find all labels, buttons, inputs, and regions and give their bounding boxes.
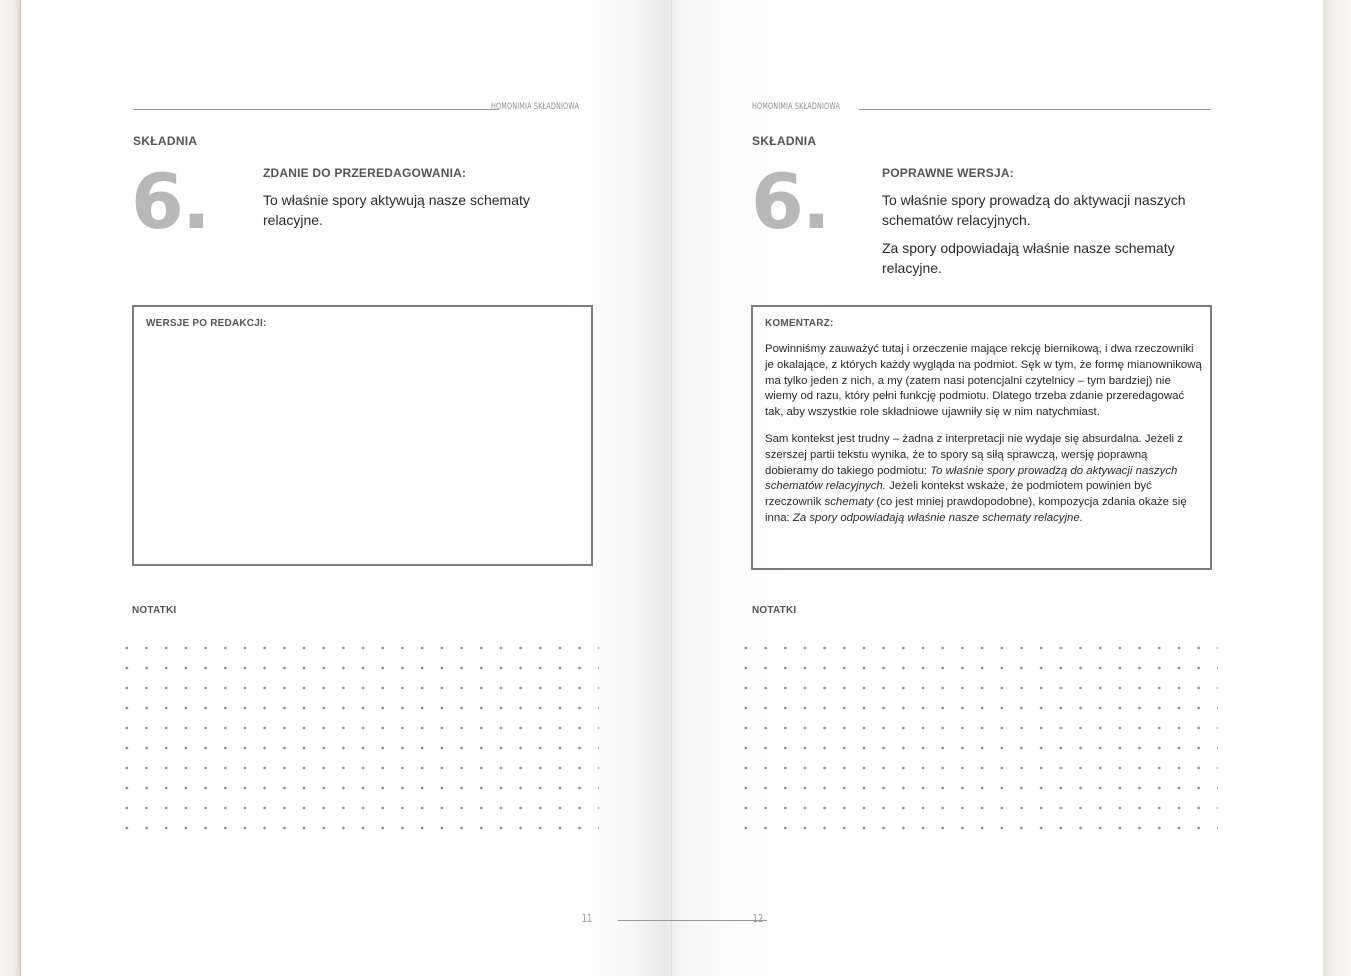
book-edge-right (1323, 0, 1351, 976)
comment-paragraph-1: Powinniśmy zauważyć tutaj i orzeczenie mające rekcję biernikową, i dwa rzeczowniki je okalające, z których każdy wygląda na podmiot. Sęk w tym, że formę mianownikową ma tylko jeden z nich, a my (zatem nasi potencjalni czytelnicy – tym bardziej) nie wiemy od razu, który pełni funkcję podmiotu. Dlatego trzeba zdanie przeredagować tak, aby wszystkie role składniowe ujawniły się w nim natychmiast. (765, 343, 1202, 419)
comment-box (751, 305, 1212, 570)
comment-p2-example-2: Za spory odpowiadają właśnie nasze schematy relacyjne. (792, 511, 1083, 524)
left-running-header: HOMONIMIA SKŁADNIOWA (491, 102, 580, 112)
book-spread (21, 0, 1323, 976)
left-page-number: 11 (581, 912, 593, 925)
right-running-header: HOMONIMIA SKŁADNIOWA (752, 102, 841, 112)
comment-p2-example-1: To właśnie spory prowadzą do aktywacji naszych schematów relacyjnych. (765, 464, 1178, 493)
comment-body (765, 342, 1202, 538)
answer-2: Za spory odpowiadają właśnie nasze schematy relacyjne. (882, 240, 1175, 276)
book-edge-left (0, 0, 21, 976)
answer-1: To właśnie spory prowadzą do aktywacji naszych schematów relacyjnych. (882, 192, 1186, 228)
edited-versions-box[interactable] (132, 305, 593, 566)
comment-p2-text-a: Sam kontekst jest trudny – żadna z interpretacji nie wydaje się absurdalna. Jeżeli z szerszej partii tekstu wynika, że to spory są siłą sprawczą, wersję poprawną dobieramy do takiego podmiotu: (765, 432, 1183, 477)
right-notes-label: NOTATKI (752, 605, 797, 616)
left-section-label: SKŁADNIA (133, 134, 198, 148)
left-exercise-number: 6. (131, 157, 209, 246)
left-dot-grid[interactable] (125, 638, 599, 834)
right-header-rule (859, 109, 1211, 110)
comment-p2-text-c: Jeżeli kontekst wskaże, że podmiotem powinien być rzeczownik (765, 480, 1152, 509)
footer-rule (618, 920, 767, 921)
edited-versions-label: WERSJE PO REDAKCJI: (146, 318, 267, 329)
right-task-heading: POPRAWNE WERSJA: (882, 166, 1014, 180)
right-dot-grid[interactable] (744, 638, 1218, 834)
comment-label: KOMENTARZ: (765, 318, 834, 329)
comment-p2-text-e: (co jest mniej prawdopodobne), kompozycja zdania okaże się inna: (765, 496, 1187, 524)
right-section-label: SKŁADNIA (752, 134, 817, 148)
comment-paragraph-2 (765, 432, 1202, 527)
left-task-heading: ZDANIE DO PRZEREDAGOWANIA: (263, 166, 467, 180)
comment-p2-term: schematy (824, 496, 874, 509)
left-notes-label: NOTATKI (132, 605, 177, 616)
left-header-rule (133, 109, 499, 110)
left-task-sentence: To właśnie spory aktywują nasze schematy relacyjne. (263, 192, 530, 228)
right-exercise-number: 6. (751, 157, 829, 246)
right-page-number: 12 (752, 912, 764, 925)
book-fold (671, 0, 672, 976)
